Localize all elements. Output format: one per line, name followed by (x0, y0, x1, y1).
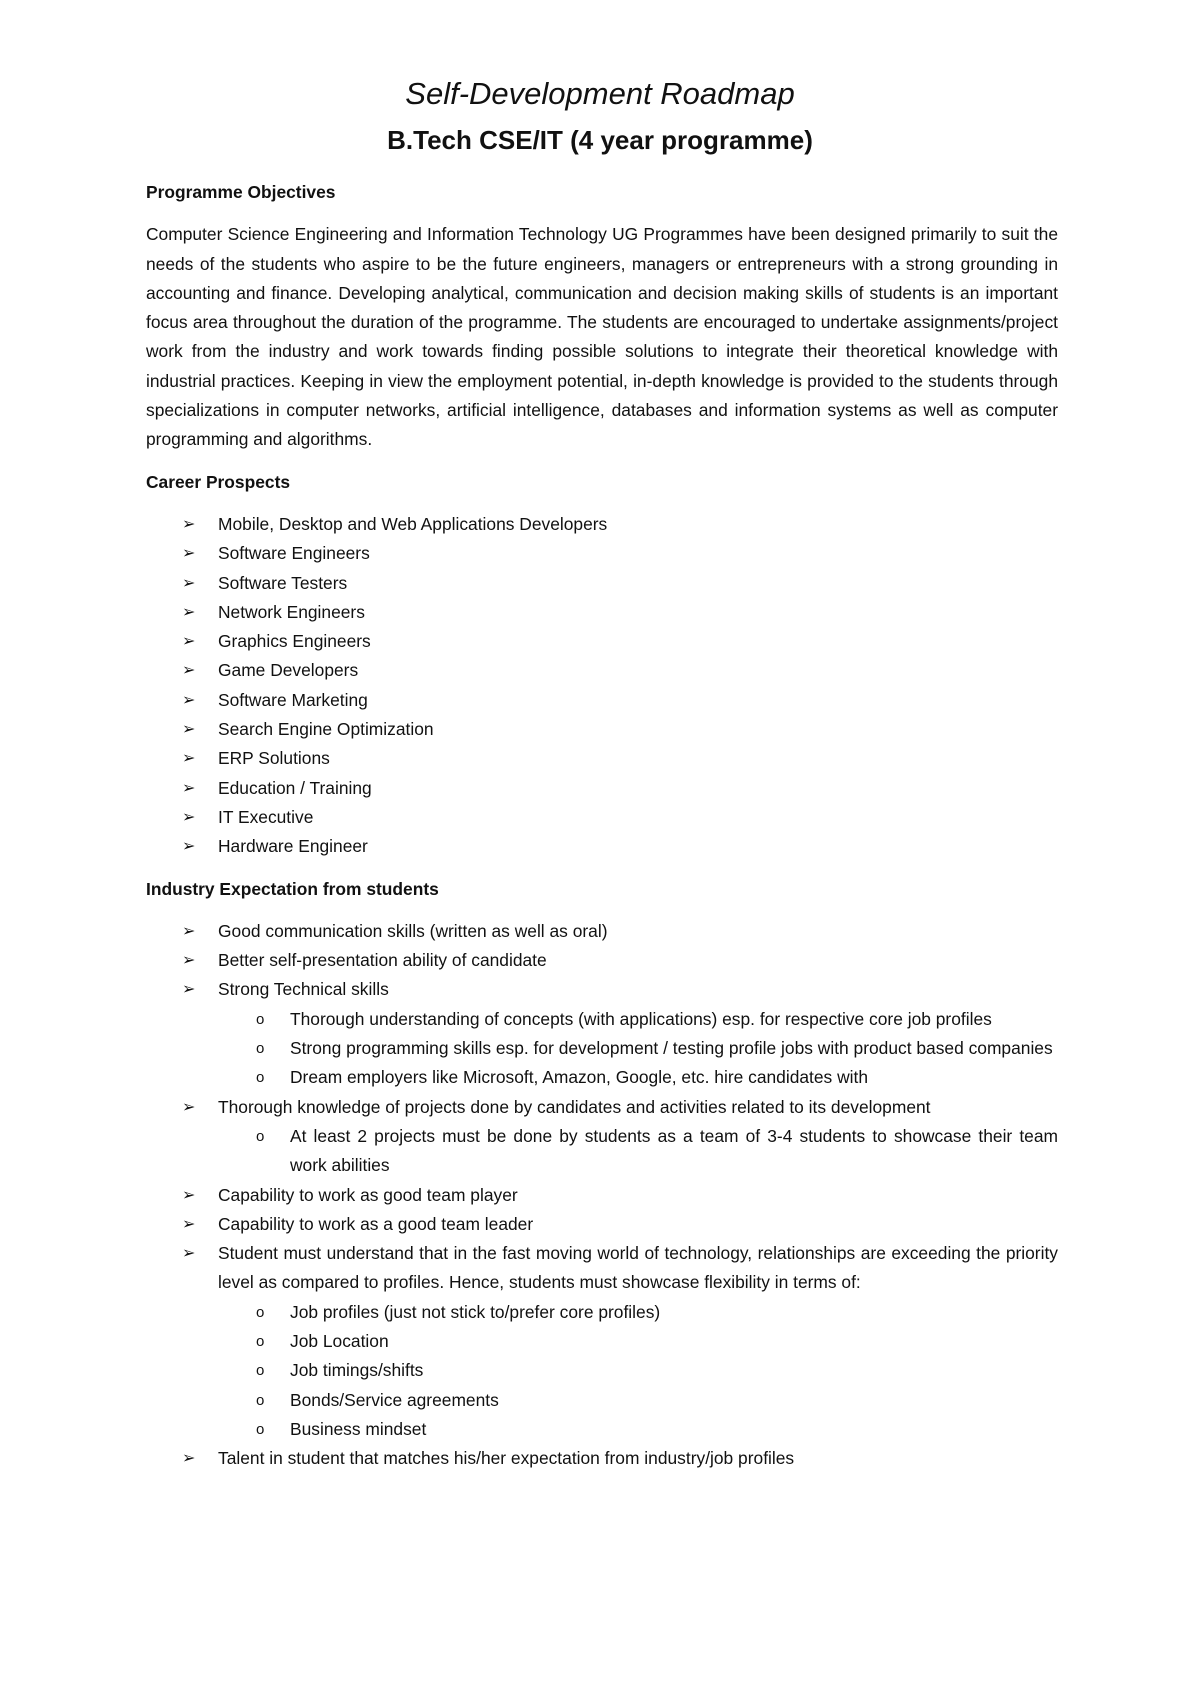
career-item (146, 715, 1058, 744)
arrow-bullet-icon: ➢ (182, 691, 196, 709)
career-item (146, 686, 1058, 715)
industry-subitem (146, 1298, 1058, 1327)
industry-item (146, 1239, 1058, 1298)
industry-sublist (146, 1298, 1058, 1444)
industry-item (146, 946, 1058, 975)
industry-heading: Industry Expectation from students (146, 878, 439, 899)
circle-bullet-icon: o (256, 1332, 265, 1350)
industry-subitem-text: Thorough understanding of concepts (with applications) esp. for respective core job profiles (290, 1008, 992, 1029)
arrow-bullet-icon: ➢ (182, 952, 196, 970)
career-list (146, 510, 1058, 862)
career-item-text: Hardware Engineer (218, 836, 368, 857)
industry-item-text: Talent in student that matches his/her expectation from industry/job profiles (218, 1448, 795, 1469)
industry-subitem-text: Strong programming skills esp. for development / testing profile jobs with product based companies (290, 1038, 1053, 1059)
career-item-text: Software Testers (218, 572, 348, 593)
industry-item (146, 975, 1058, 1004)
career-item-text: Search Engine Optimization (218, 719, 434, 740)
industry-item-text: Strong Technical skills (218, 979, 389, 1000)
arrow-bullet-icon: ➢ (182, 1186, 196, 1204)
circle-bullet-icon: o (256, 1040, 265, 1058)
circle-bullet-icon: o (256, 1303, 265, 1321)
career-item-text: Game Developers (218, 660, 359, 681)
objectives-heading: Programme Objectives (146, 182, 336, 202)
industry-subitem (146, 1063, 1058, 1092)
career-item (146, 656, 1058, 685)
industry-subitem (146, 1005, 1058, 1034)
industry-item (146, 917, 1058, 946)
career-item (146, 832, 1058, 861)
objectives-paragraph: Computer Science Engineering and Information Technology UG Programmes have been designed primarily to suit the needs of the students who aspire to be the future engineers, managers or entrepreneurs with a strong grounding in accounting and finance. Developing analytical, communication and decision making skills of students is an important focus area throughout the duration of the programme. The students are encouraged to undertake assignments/project work from the industry and work towards finding possible solutions to integrate their theoretical knowledge with industrial practices. Keeping in view the employment potential, in-depth knowledge is provided to the students through specializations in computer networks, artificial intelligence, databases and information systems as well as computer programming and algorithms. (146, 224, 1058, 450)
arrow-bullet-icon: ➢ (182, 574, 196, 592)
arrow-bullet-icon: ➢ (182, 515, 196, 533)
industry-item-text: Capability to work as good team player (218, 1184, 518, 1205)
career-item-text: Mobile, Desktop and Web Applications Developers (218, 513, 608, 534)
career-item (146, 569, 1058, 598)
industry-sublist (146, 1005, 1058, 1093)
industry-item-text: Capability to work as a good team leader (218, 1213, 534, 1234)
industry-subitem (146, 1034, 1058, 1063)
arrow-bullet-icon: ➢ (182, 1245, 196, 1263)
circle-bullet-icon: o (256, 1010, 265, 1028)
industry-item (146, 1210, 1058, 1239)
career-item (146, 598, 1058, 627)
arrow-bullet-icon: ➢ (182, 633, 196, 651)
industry-subgroup (146, 1122, 1058, 1181)
industry-list (146, 917, 1058, 1474)
arrow-bullet-icon: ➢ (182, 662, 196, 680)
arrow-bullet-icon: ➢ (182, 750, 196, 768)
arrow-bullet-icon: ➢ (182, 808, 196, 826)
arrow-bullet-icon: ➢ (182, 779, 196, 797)
career-item-text: ERP Solutions (218, 748, 330, 769)
arrow-bullet-icon: ➢ (182, 1098, 196, 1116)
career-item-text: Graphics Engineers (218, 631, 371, 652)
career-item (146, 803, 1058, 832)
career-item-text: Software Engineers (218, 543, 370, 564)
industry-item-text: Thorough knowledge of projects done by candidates and activities related to its development (218, 1096, 931, 1117)
industry-subgroup (146, 1005, 1058, 1093)
industry-subgroup (146, 1298, 1058, 1444)
industry-subitem-text: Dream employers like Microsoft, Amazon, Google, etc. hire candidates with (290, 1067, 869, 1088)
industry-item-text: Better self-presentation ability of candidate (218, 950, 547, 971)
circle-bullet-icon: o (256, 1127, 265, 1145)
industry-subitem (146, 1386, 1058, 1415)
industry-subitem (146, 1415, 1058, 1444)
arrow-bullet-icon: ➢ (182, 838, 196, 856)
career-item (146, 539, 1058, 568)
circle-bullet-icon: o (256, 1362, 265, 1380)
document-content (146, 178, 1058, 1473)
industry-subitem-text: Job timings/shifts (290, 1360, 424, 1381)
industry-subitem-text: At least 2 projects must be done by students as a team of 3-4 students to showcase their team work abilities (290, 1125, 1058, 1176)
career-heading: Career Prospects (146, 471, 291, 492)
industry-subitem-text: Bonds/Service agreements (290, 1389, 499, 1410)
arrow-bullet-icon: ➢ (182, 1215, 196, 1233)
industry-item (146, 1444, 1058, 1473)
career-item-text: Network Engineers (218, 601, 365, 622)
career-item (146, 627, 1058, 656)
industry-item-text: Student must understand that in the fast moving world of technology, relationships are exceeding the priority level as compared to profiles. Hence, students must showcase flexibility in terms of: (218, 1243, 1058, 1293)
industry-subitem-text: Job Location (290, 1330, 389, 1351)
industry-subitem-text: Business mindset (290, 1418, 427, 1439)
industry-item (146, 1093, 1058, 1122)
circle-bullet-icon: o (256, 1420, 265, 1438)
arrow-bullet-icon: ➢ (182, 1450, 196, 1468)
industry-item-text: Good communication skills (written as well as oral) (218, 920, 608, 941)
industry-subitem (146, 1327, 1058, 1356)
career-item-text: Education / Training (218, 777, 372, 798)
industry-item (146, 1181, 1058, 1210)
document-subtitle: B.Tech CSE/IT (4 year programme) (387, 125, 813, 155)
industry-subitem (146, 1122, 1058, 1181)
career-item (146, 774, 1058, 803)
arrow-bullet-icon: ➢ (182, 981, 196, 999)
career-item-text: Software Marketing (218, 689, 368, 710)
industry-subitem (146, 1356, 1058, 1385)
circle-bullet-icon: o (256, 1069, 265, 1087)
career-item (146, 744, 1058, 773)
document-title: Self-Development Roadmap (405, 76, 795, 111)
arrow-bullet-icon: ➢ (182, 545, 196, 563)
industry-subitem-text: Job profiles (just not stick to/prefer core profiles) (290, 1301, 661, 1322)
circle-bullet-icon: o (256, 1391, 265, 1409)
arrow-bullet-icon: ➢ (182, 603, 196, 621)
career-item-text: IT Executive (218, 806, 314, 827)
industry-sublist (146, 1122, 1058, 1181)
arrow-bullet-icon: ➢ (182, 922, 196, 940)
career-item (146, 510, 1058, 539)
arrow-bullet-icon: ➢ (182, 721, 196, 739)
